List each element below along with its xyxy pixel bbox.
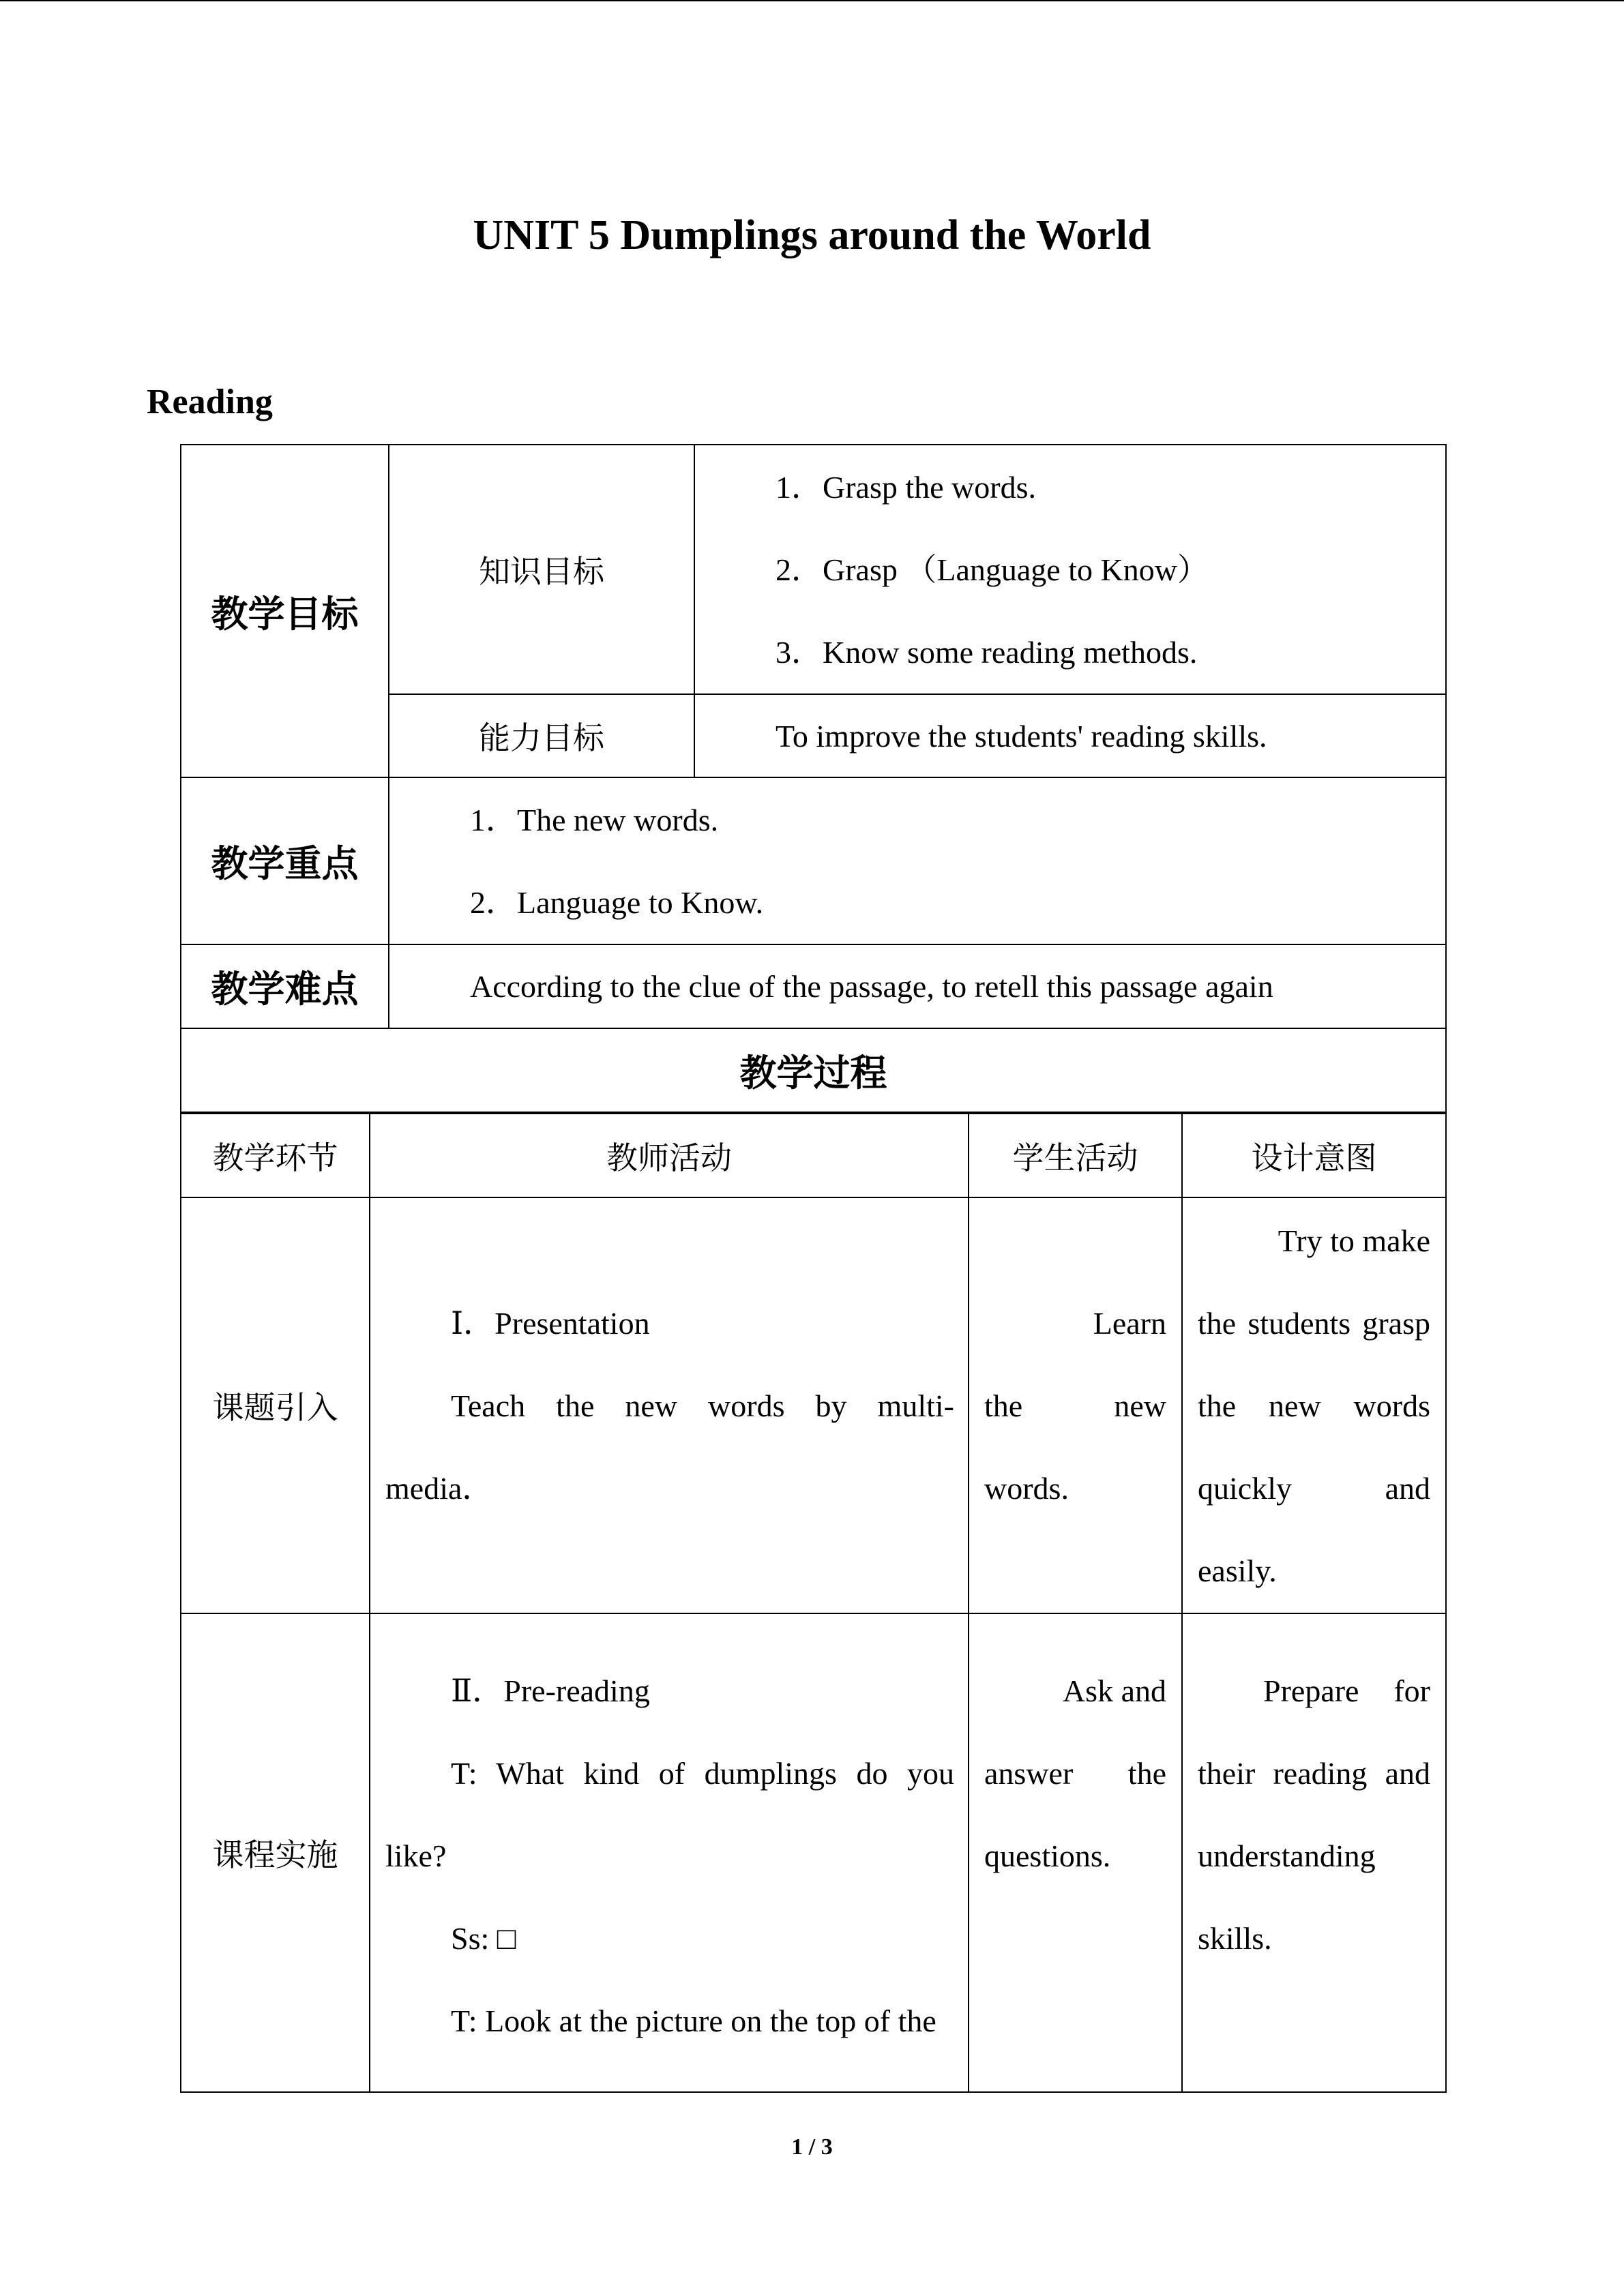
key-points-label: 教学重点 <box>181 777 389 944</box>
section-heading: Reading <box>147 383 273 421</box>
student-line: Learn <box>1093 1305 1166 1341</box>
teacher-line: Ⅱ．Pre-reading <box>451 1673 650 1708</box>
knowledge-objective-items <box>694 445 1446 694</box>
teacher-line: T: Look at the picture on the top of the <box>451 2003 936 2038</box>
difficulties-label: 教学难点 <box>181 944 389 1028</box>
teacher-line: Teach the new words by multi- <box>451 1388 954 1423</box>
intent-line: Try to make <box>1278 1223 1430 1258</box>
process-title: 教学过程 <box>181 1028 1446 1112</box>
process-table <box>180 1113 1447 2093</box>
teacher-activity-cell <box>370 1197 969 1613</box>
knowledge-item: 2．Grasp （Language to Know） <box>776 552 1209 587</box>
key-point-item: 2．Language to Know. <box>470 884 764 920</box>
intent-line: Prepare for <box>1263 1673 1430 1708</box>
page-title: UNIT 5 Dumplings around the World <box>473 212 1151 258</box>
header-student-activity: 学生活动 <box>969 1114 1182 1197</box>
student-line: Ask and <box>1062 1673 1166 1708</box>
teacher-line: media． <box>385 1470 494 1506</box>
student-activity-cell <box>969 1613 1182 2092</box>
objectives-table <box>180 444 1447 1113</box>
difficulties-text: According to the clue of the passage, to retell this passage again <box>389 944 1446 1028</box>
teacher-line: Ⅰ．Presentation <box>451 1305 650 1341</box>
intent-line: quickly and <box>1198 1470 1430 1506</box>
intent-line: easily. <box>1198 1553 1277 1588</box>
knowledge-item: 1．Grasp the words. <box>776 469 1036 505</box>
teacher-line: Ss: □ <box>451 1921 516 1956</box>
ability-objective-text: To improve the students' reading skills. <box>694 694 1446 777</box>
teacher-line: like? <box>385 1838 447 1873</box>
ability-objective-label: 能力目标 <box>389 694 694 777</box>
table-row <box>181 1613 1446 2092</box>
intent-line: the new words <box>1198 1388 1430 1423</box>
student-line: questions. <box>984 1838 1111 1873</box>
student-line: the new <box>984 1388 1166 1423</box>
key-points-items <box>389 777 1446 944</box>
header-design-intent: 设计意图 <box>1182 1114 1446 1197</box>
key-point-item: 1．The new words. <box>470 802 719 837</box>
design-intent-cell <box>1182 1613 1446 2092</box>
knowledge-item: 3．Know some reading methods. <box>776 634 1198 670</box>
student-line: words. <box>984 1470 1069 1506</box>
intent-line: the students grasp <box>1198 1305 1430 1341</box>
intent-line: skills. <box>1198 1921 1272 1956</box>
header-stage: 教学环节 <box>181 1114 370 1197</box>
knowledge-objective-label: 知识目标 <box>389 445 694 694</box>
intent-line: understanding <box>1198 1838 1376 1873</box>
stage-cell: 课程实施 <box>181 1613 370 2092</box>
intent-line: their reading and <box>1198 1756 1430 1791</box>
header-teacher-activity: 教师活动 <box>370 1114 969 1197</box>
design-intent-cell <box>1182 1197 1446 1613</box>
table-row <box>181 1197 1446 1613</box>
objectives-label: 教学目标 <box>181 445 389 777</box>
page-number: 1 / 3 <box>791 2134 833 2160</box>
teacher-line: T: What kind of dumplings do you <box>451 1756 954 1791</box>
stage-cell: 课题引入 <box>181 1197 370 1613</box>
teacher-activity-cell <box>370 1613 969 2092</box>
student-activity-cell <box>969 1197 1182 1613</box>
page-top-border <box>0 0 1624 1</box>
student-line: answer the <box>984 1756 1166 1791</box>
